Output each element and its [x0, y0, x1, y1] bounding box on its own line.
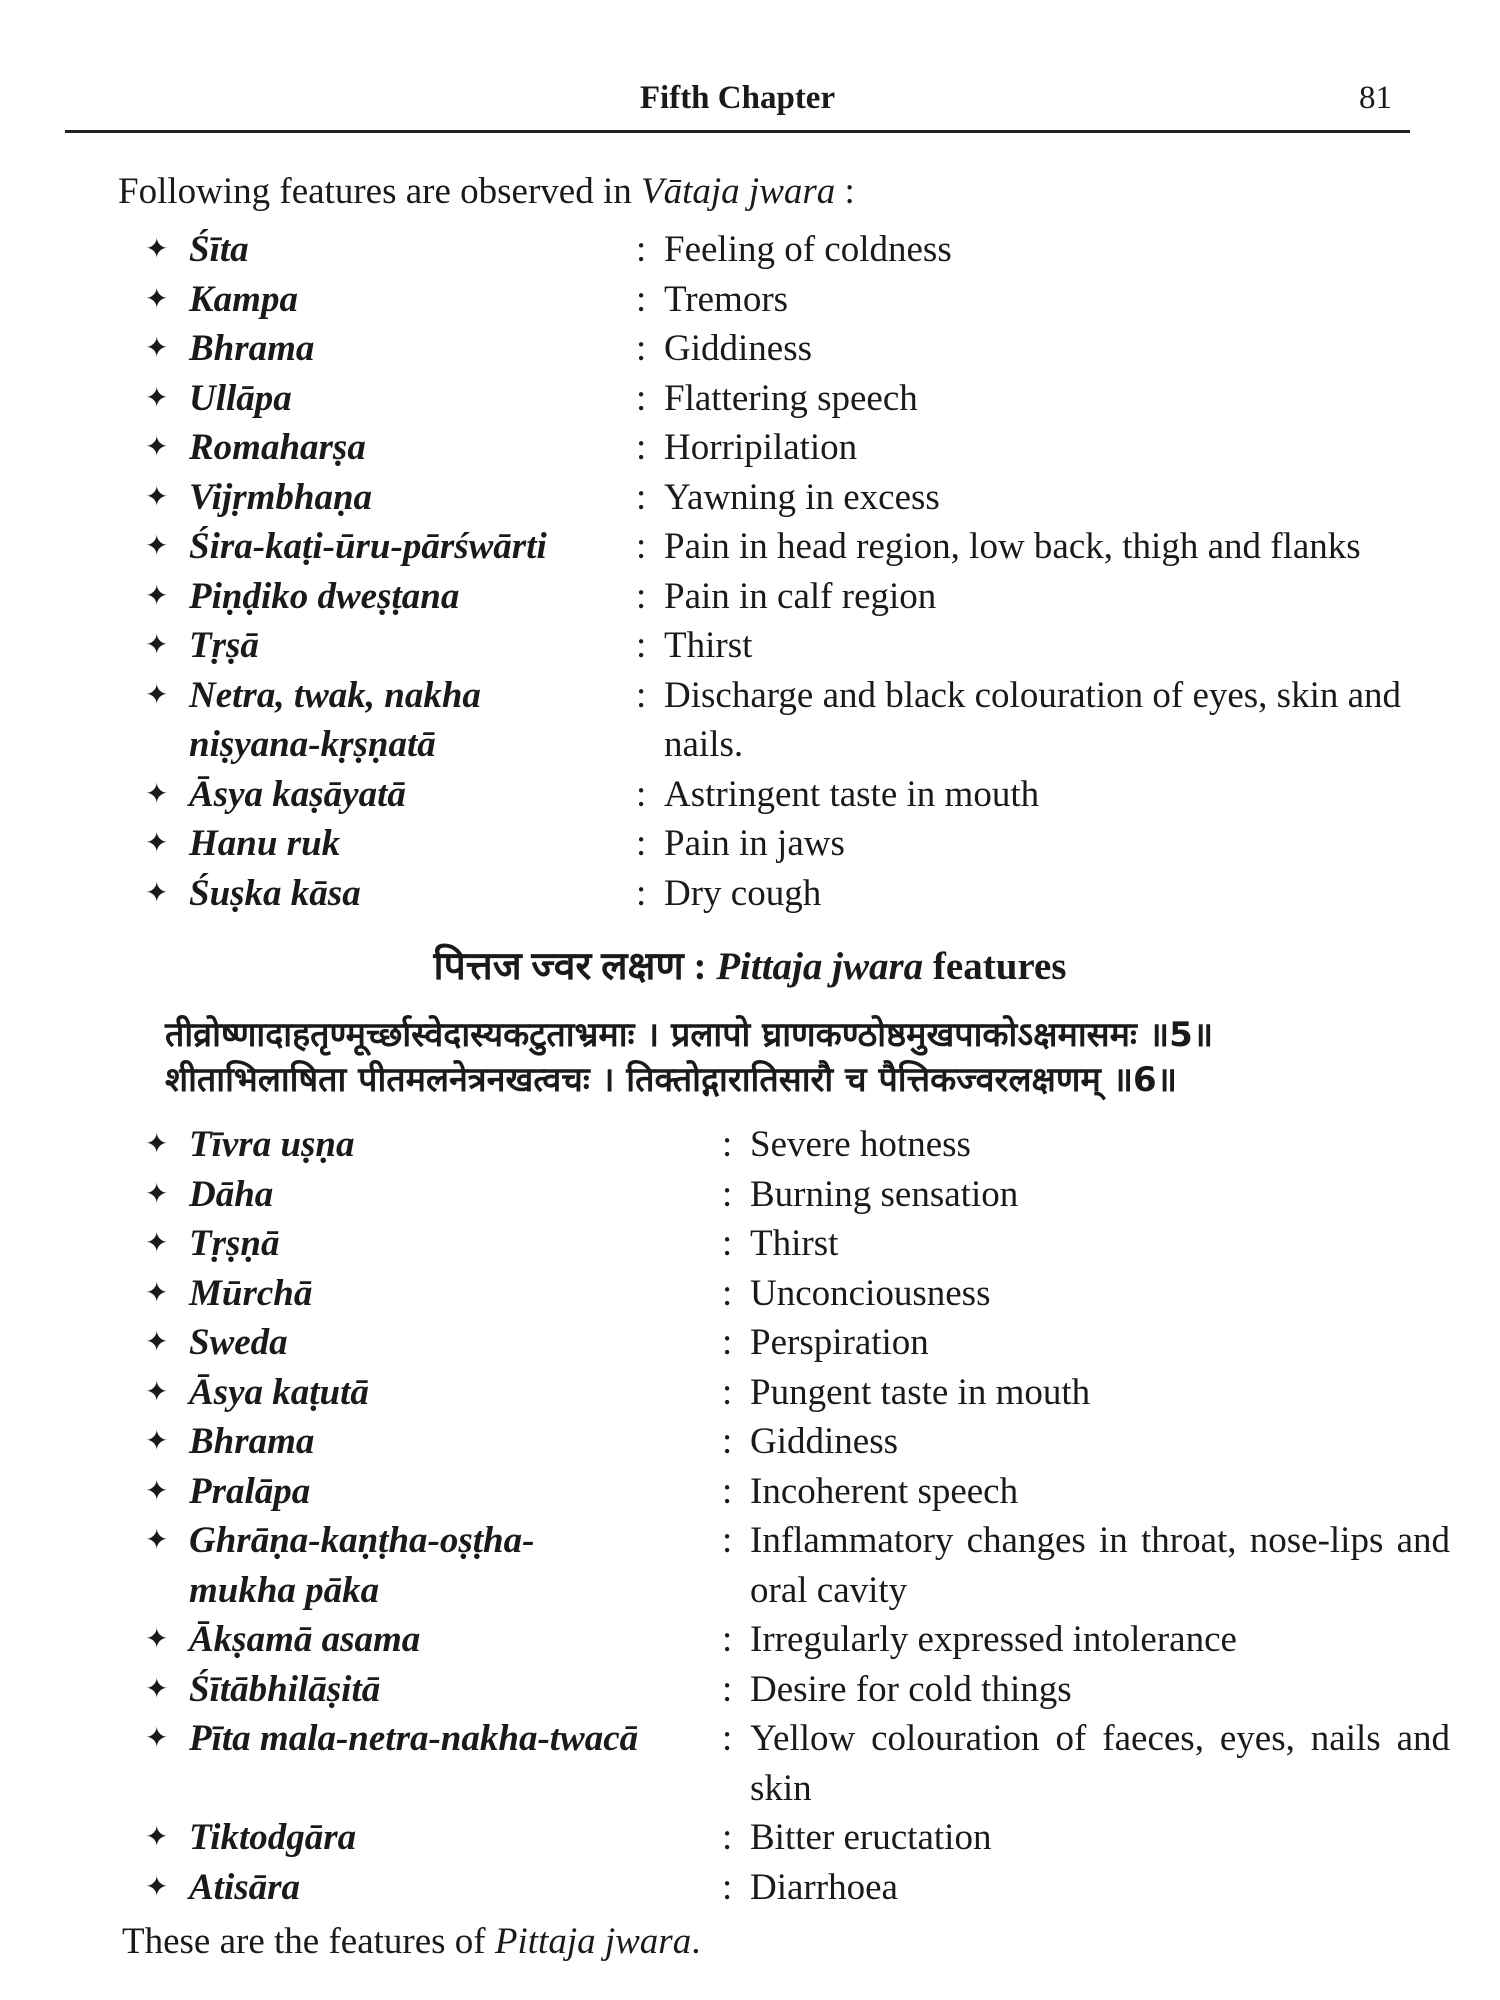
section-heading-suffix: features	[932, 945, 1067, 988]
feature-term: Hanu ruk	[189, 823, 341, 864]
feature-term: Ullāpa	[189, 377, 292, 419]
intro-term: Vātaja jwara	[641, 171, 836, 212]
feature-term: Kampa	[189, 278, 298, 320]
feature-term: Mūrchā	[189, 1272, 313, 1314]
feature-row	[145, 1516, 1450, 1615]
feature-row	[145, 621, 1444, 671]
bullet-icon: ✦	[145, 481, 169, 513]
feature-definition: Desire for cold things	[750, 1668, 1072, 1710]
feature-term: Vijṛmbhaṇa	[189, 476, 373, 518]
feature-definition: Flattering speech	[664, 377, 918, 419]
feature-term: Netra, twak, nakha niṣyana-kṛṣṇatā	[189, 674, 481, 765]
bullet-icon: ✦	[145, 283, 169, 315]
intro-prefix: Following features are observed in	[118, 171, 641, 212]
feature-row	[145, 671, 1444, 770]
separator: :	[722, 1866, 733, 1908]
feature-definition: Feeling of coldness	[664, 229, 952, 270]
feature-term: Āsya kaṭutā	[189, 1371, 369, 1413]
bullet-icon: ✦	[145, 877, 169, 909]
feature-definition: Bitter eructation	[750, 1817, 992, 1858]
bullet-icon: ✦	[145, 1723, 169, 1754]
vataja-feature-list	[145, 225, 1444, 918]
feature-term: Tīvra uṣṇa	[189, 1124, 355, 1165]
bullet-icon: ✦	[145, 1822, 169, 1853]
feature-row	[145, 1863, 1450, 1913]
feature-definition: Dry cough	[664, 872, 822, 914]
bullet-icon: ✦	[145, 580, 169, 612]
bullet-icon: ✦	[145, 333, 169, 364]
separator: :	[722, 1322, 733, 1363]
bullet-icon: ✦	[145, 630, 169, 661]
feature-row	[145, 324, 1444, 374]
bullet-icon: ✦	[145, 828, 169, 859]
bullet-icon: ✦	[145, 1178, 169, 1210]
feature-definition: Incoherent speech	[750, 1470, 1019, 1512]
feature-row	[145, 1417, 1450, 1467]
feature-definition: Inflammatory changes in throat, nose-lips and oral cavity	[750, 1520, 1450, 1611]
feature-term: Sweda	[189, 1322, 288, 1363]
separator: :	[722, 1173, 733, 1215]
feature-row	[145, 1813, 1450, 1863]
separator: :	[722, 1619, 733, 1660]
pittaja-feature-list	[145, 1120, 1450, 1912]
bullet-icon: ✦	[145, 1475, 169, 1507]
sanskrit-verse-5: तीव्रोष्णादाहतृण्मूर्च्छास्वेदास्यकटुताभ्रमाः । प्रलापो घ्राणकण्ठोष्ठमुखपाकोऽक्षमासमः ॥5॥	[165, 1015, 1214, 1055]
bullet-icon: ✦	[145, 1624, 169, 1655]
sanskrit-verse-6: शीताभिलाषिता पीतमलनेत्रनखत्वचः । तिक्तोद्गारातिसारौ च पैत्तिकज्वरलक्षणम् ॥6॥	[165, 1060, 1178, 1100]
bullet-icon: ✦	[145, 1376, 169, 1408]
feature-definition: Astringent taste in mouth	[664, 773, 1040, 815]
outro-prefix: These are the features of	[122, 1921, 495, 1962]
feature-row	[145, 473, 1444, 523]
bullet-icon: ✦	[145, 432, 169, 463]
feature-definition: Irregularly expressed intolerance	[750, 1619, 1237, 1660]
separator: :	[722, 1421, 733, 1462]
separator: :	[722, 1668, 733, 1710]
feature-definition: Tremors	[664, 278, 789, 320]
bullet-icon: ✦	[145, 382, 169, 414]
feature-row	[145, 819, 1444, 869]
feature-definition: Pain in head region, low back, thigh and flanks	[664, 526, 1361, 567]
bullet-icon: ✦	[145, 531, 169, 562]
feature-term: Tṛṣā	[189, 625, 259, 666]
bullet-icon: ✦	[145, 1525, 169, 1556]
feature-term: Śītābhilāṣitā	[189, 1668, 381, 1710]
separator: :	[636, 278, 647, 320]
feature-term: Śīta	[189, 229, 249, 270]
feature-row	[145, 572, 1444, 622]
intro-paragraph	[118, 170, 855, 213]
closing-paragraph	[122, 1920, 700, 1963]
intro-suffix: :	[835, 171, 855, 212]
feature-row	[145, 275, 1444, 325]
separator: :	[636, 773, 647, 815]
feature-row	[145, 1269, 1450, 1319]
feature-definition: Yellow colouration of faeces, eyes, nails and skin	[750, 1718, 1450, 1809]
feature-definition: Burning sensation	[750, 1173, 1019, 1215]
feature-definition: Horripilation	[664, 427, 858, 468]
feature-row	[145, 374, 1444, 424]
section-heading-devanagari: पित्तज ज्वर लक्षण :	[433, 945, 707, 988]
bullet-icon: ✦	[145, 1129, 169, 1160]
separator: :	[722, 1371, 733, 1413]
feature-row	[145, 423, 1444, 473]
separator: :	[636, 229, 647, 270]
feature-definition: Discharge and black colouration of eyes, skin and nails.	[664, 674, 1402, 765]
feature-definition: Severe hotness	[750, 1124, 971, 1165]
separator: :	[636, 377, 647, 419]
bullet-icon: ✦	[145, 1277, 169, 1309]
separator: :	[636, 427, 647, 468]
separator: :	[722, 1272, 733, 1314]
feature-definition: Pain in jaws	[664, 823, 845, 864]
feature-definition: Pain in calf region	[664, 575, 937, 617]
feature-definition: Yawning in excess	[664, 476, 940, 518]
section-heading	[0, 938, 1500, 991]
separator: :	[636, 575, 647, 617]
feature-term: Bhrama	[189, 328, 315, 369]
feature-row	[145, 1467, 1450, 1517]
feature-row	[145, 1318, 1450, 1368]
bullet-icon: ✦	[145, 778, 169, 810]
outro-suffix: .	[691, 1921, 701, 1962]
bullet-icon: ✦	[145, 1426, 169, 1457]
separator: :	[636, 328, 647, 369]
feature-row	[145, 770, 1444, 820]
separator: :	[722, 1470, 733, 1512]
feature-definition: Thirst	[750, 1223, 839, 1264]
feature-definition: Unconciousness	[750, 1272, 991, 1314]
feature-term: Ākṣamā asama	[189, 1619, 421, 1660]
feature-definition: Giddiness	[750, 1421, 898, 1462]
feature-row	[145, 1714, 1450, 1813]
feature-definition: Giddiness	[664, 328, 812, 369]
feature-term: Tṛṣṇā	[189, 1223, 280, 1264]
feature-term: Atisāra	[189, 1866, 301, 1908]
feature-term: Śira-kaṭi-ūru-pārśwārti	[189, 526, 547, 567]
separator: :	[636, 872, 647, 914]
section-heading-latin: Pittaja jwara	[716, 945, 924, 988]
separator: :	[636, 526, 647, 567]
feature-row	[145, 1615, 1450, 1665]
separator: :	[722, 1223, 733, 1264]
feature-definition: Thirst	[664, 625, 753, 666]
separator: :	[636, 823, 647, 864]
feature-row	[145, 869, 1444, 919]
separator: :	[722, 1520, 733, 1561]
separator: :	[722, 1718, 733, 1759]
feature-term: Ghrāṇa-kaṇṭha-oṣṭha- mukha pāka	[189, 1520, 535, 1611]
bullet-icon: ✦	[145, 1871, 169, 1903]
page-number: 81	[1359, 80, 1392, 116]
feature-term: Śuṣka kāsa	[189, 872, 361, 914]
feature-definition: Diarrhoea	[750, 1866, 898, 1908]
feature-term: Romaharṣa	[189, 427, 366, 468]
feature-term: Pralāpa	[189, 1470, 311, 1512]
feature-term: Piṇḍiko dweṣṭana	[189, 575, 460, 617]
feature-row	[145, 225, 1444, 275]
separator: :	[722, 1817, 733, 1858]
bullet-icon: ✦	[145, 1228, 169, 1259]
feature-term: Bhrama	[189, 1421, 315, 1462]
feature-term: Āsya kaṣāyatā	[189, 773, 406, 815]
feature-row	[145, 1665, 1450, 1715]
outro-term: Pittaja jwara	[494, 1921, 692, 1962]
feature-row	[145, 522, 1444, 572]
feature-definition: Pungent taste in mouth	[750, 1371, 1091, 1413]
chapter-title: Fifth Chapter	[639, 80, 836, 116]
bullet-icon: ✦	[145, 1327, 169, 1358]
feature-definition: Perspiration	[750, 1322, 929, 1363]
separator: :	[636, 625, 647, 666]
feature-term: Tiktodgāra	[189, 1817, 357, 1858]
feature-term: Pīta mala-netra-nakha-twacā	[189, 1718, 639, 1759]
feature-row	[145, 1219, 1450, 1269]
running-header	[65, 80, 1410, 133]
bullet-icon: ✦	[145, 1673, 169, 1705]
feature-row	[145, 1170, 1450, 1220]
separator: :	[722, 1124, 733, 1165]
feature-row	[145, 1368, 1450, 1418]
feature-term: Dāha	[189, 1173, 274, 1215]
feature-row	[145, 1120, 1450, 1170]
bullet-icon: ✦	[145, 234, 169, 265]
separator: :	[636, 476, 647, 518]
bullet-icon: ✦	[145, 679, 169, 711]
separator: :	[636, 674, 647, 716]
